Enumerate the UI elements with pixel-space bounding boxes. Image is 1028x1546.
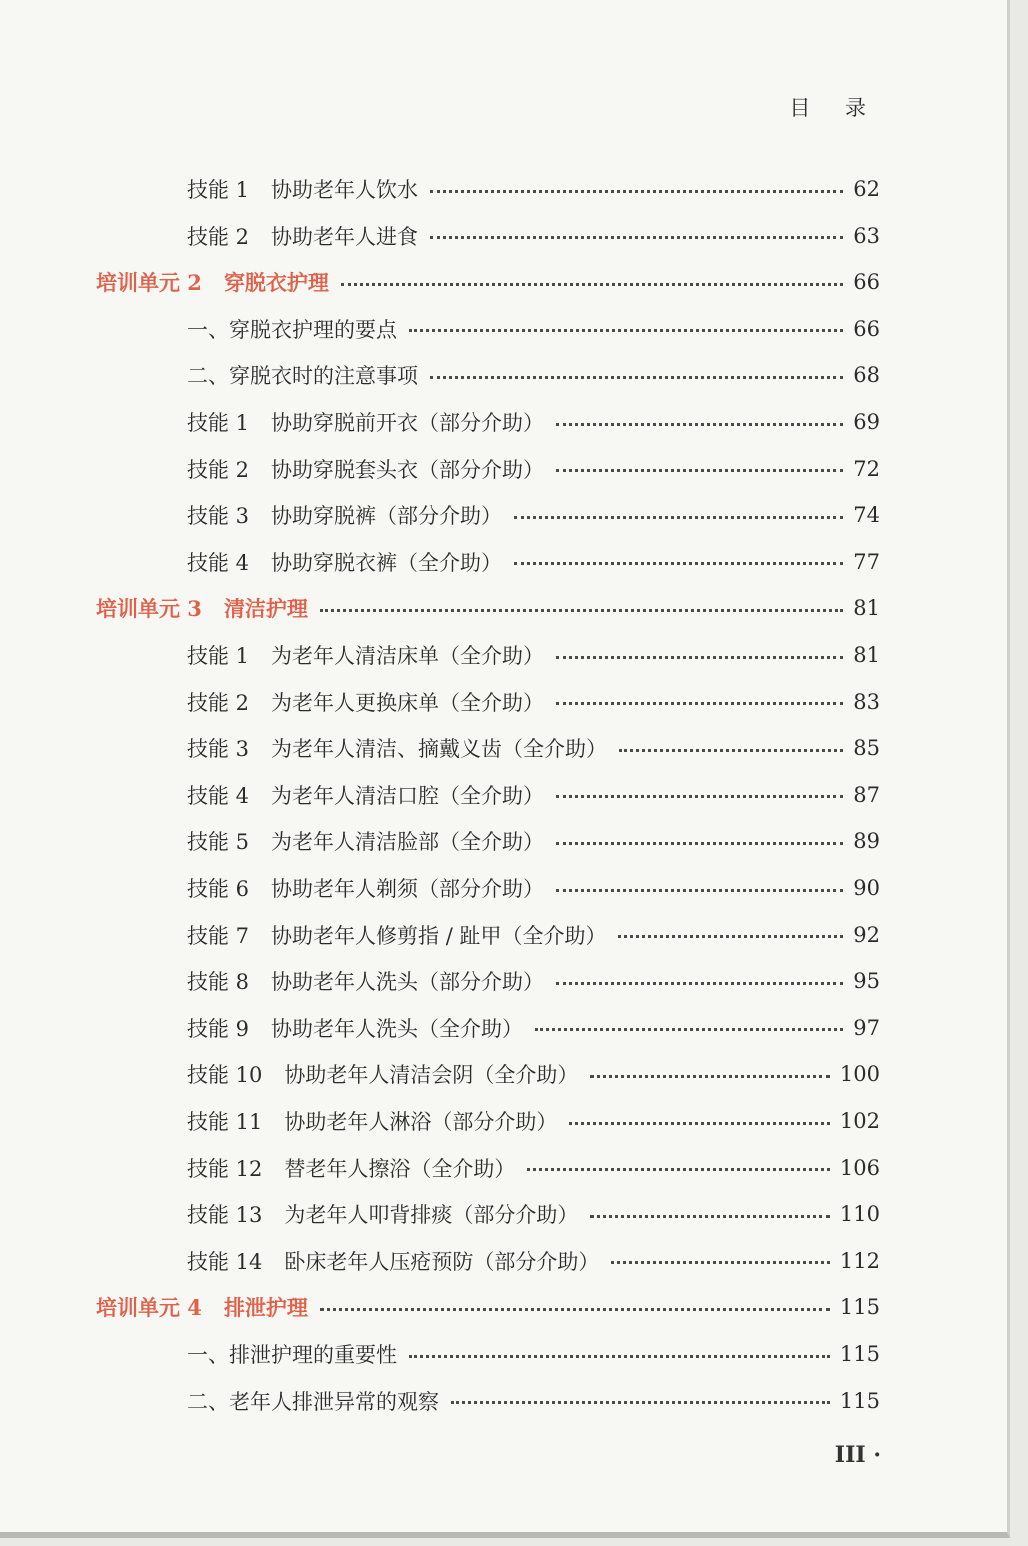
toc-entry-page: 72 — [853, 456, 880, 481]
dot-leader — [590, 1075, 830, 1078]
toc-entry-title: 协助老年人修剪指 / 趾甲（全介助） — [271, 923, 607, 948]
toc-entry-skill[interactable] — [0, 870, 1007, 906]
toc-entry-text — [187, 1059, 578, 1089]
dot-leader — [430, 190, 843, 193]
toc-entry-page: 63 — [853, 223, 880, 248]
dot-leader — [409, 1355, 830, 1358]
toc-entry-title: 协助老年人进食 — [271, 224, 419, 249]
toc-entry-title: 一、穿脱衣护理的要点 — [187, 317, 397, 342]
toc-entry-text — [187, 1013, 523, 1043]
toc-entry-skill[interactable] — [0, 684, 1007, 720]
dot-leader — [569, 1122, 830, 1125]
toc-entry-unit[interactable] — [0, 1289, 1007, 1325]
toc-entry-number: 培训单元 3 — [96, 596, 202, 622]
toc-entry-skill[interactable] — [0, 171, 1007, 207]
dot-leader — [430, 376, 843, 379]
toc-entry-number: 技能 5 — [187, 830, 250, 855]
toc-entry-title: 卧床老年人压疮预防（部分介助） — [284, 1249, 600, 1274]
toc-entry-title: 清洁护理 — [223, 596, 308, 622]
toc-entry-page: 74 — [853, 503, 880, 528]
dot-leader — [619, 749, 843, 752]
toc-entry-page: 100 — [839, 1062, 880, 1087]
dot-leader — [556, 982, 843, 985]
toc-entry-number: 技能 2 — [187, 224, 250, 249]
toc-entry-title: 协助老年人剃须（部分介助） — [271, 877, 545, 901]
dot-leader — [556, 423, 843, 426]
toc-entry-text — [187, 221, 418, 251]
toc-entry-page: 85 — [853, 736, 880, 761]
toc-entry-number: 技能 3 — [187, 737, 250, 762]
toc-entry-title: 协助穿脱衣裤（全介助） — [271, 550, 503, 575]
toc-entry-text — [187, 314, 397, 344]
toc-entry-number: 技能 8 — [187, 970, 250, 995]
toc-entry-title: 二、穿脱衣时的注意事项 — [187, 364, 418, 389]
toc-entry-title: 为老年人清洁脸部（全介助） — [271, 830, 545, 855]
toc-entry-page: 106 — [839, 1155, 880, 1180]
toc-entry-text — [187, 500, 502, 530]
toc-entry-skill[interactable] — [0, 1150, 1007, 1186]
dot-leader — [590, 1215, 830, 1218]
page-number: III · — [834, 1442, 881, 1468]
toc-entry-text — [187, 640, 544, 670]
toc-entry-skill[interactable] — [0, 823, 1007, 859]
toc-entry-text — [96, 267, 329, 297]
toc-entry-skill[interactable] — [0, 544, 1007, 580]
toc-entry-title: 为老年人清洁床单（全介助） — [271, 644, 545, 668]
toc-entry-page: 69 — [853, 410, 880, 434]
toc-entry-text — [187, 407, 544, 437]
toc-entry-page: 90 — [853, 876, 880, 900]
toc-entry-title: 替老年人擦浴（全介助） — [284, 1156, 516, 1181]
dot-leader — [611, 1261, 830, 1264]
toc-entry-page: 115 — [839, 1388, 880, 1413]
toc-entry-number: 培训单元 2 — [96, 270, 202, 296]
toc-entry-text — [187, 454, 544, 484]
toc-entry-number: 培训单元 4 — [96, 1295, 202, 1321]
dot-leader — [514, 516, 843, 519]
toc-entry-page: 89 — [853, 829, 880, 854]
toc-entry-title: 一、排泄护理的重要性 — [187, 1343, 397, 1367]
toc-entry-text — [187, 1246, 599, 1276]
toc-entry-skill[interactable] — [0, 1010, 1007, 1046]
toc-entry-skill[interactable] — [0, 1243, 1007, 1279]
toc-entry-text — [187, 873, 544, 903]
dot-leader — [451, 1401, 830, 1404]
toc-entry-text — [96, 593, 308, 623]
toc-entry-text — [187, 1199, 578, 1229]
toc-entry-page: 81 — [853, 643, 880, 667]
toc-entry-number: 技能 3 — [187, 504, 250, 529]
toc-entry-text — [96, 1292, 308, 1322]
toc-entry-skill[interactable] — [0, 777, 1007, 813]
toc-entry-title: 为老年人清洁口腔（全介助） — [271, 783, 545, 808]
toc-entry-text — [187, 360, 418, 390]
dot-leader — [556, 795, 843, 798]
toc-entry-section[interactable] — [0, 311, 1007, 347]
dot-leader — [320, 609, 843, 612]
toc-entry-skill[interactable] — [0, 404, 1007, 440]
toc-entry-page: 95 — [853, 969, 880, 994]
toc-entry-title: 为老年人更换床单（全介助） — [271, 690, 545, 715]
toc-entry-title: 穿脱衣护理 — [223, 270, 329, 296]
toc-entry-number: 技能 12 — [187, 1156, 263, 1181]
toc-entry-page: 112 — [839, 1248, 880, 1273]
toc-entry-title: 协助穿脱前开衣（部分介助） — [271, 411, 545, 435]
dot-leader — [341, 283, 843, 286]
toc-entry-text — [187, 966, 544, 996]
toc-entry-title: 协助老年人饮水 — [271, 178, 419, 202]
toc-entry-title: 协助老年人清洁会阴（全介助） — [284, 1063, 579, 1088]
toc-entry-page: 110 — [839, 1202, 880, 1227]
toc-entry-skill[interactable] — [0, 218, 1007, 254]
toc-entry-skill[interactable] — [0, 1196, 1007, 1232]
toc-entry-skill[interactable] — [0, 497, 1007, 533]
toc-entry-section[interactable] — [0, 1336, 1007, 1372]
toc-entry-number: 技能 2 — [187, 457, 250, 482]
toc-entry-skill[interactable] — [0, 451, 1007, 487]
toc-entry-skill[interactable] — [0, 637, 1007, 673]
toc-entry-text — [187, 920, 606, 950]
toc-entry-title: 协助穿脱套头衣（部分介助） — [271, 457, 545, 482]
dot-leader — [556, 889, 843, 892]
toc-entry-page: 115 — [839, 1295, 880, 1320]
dot-leader — [320, 1308, 830, 1311]
toc-entry-number: 技能 11 — [187, 1110, 263, 1134]
toc-entry-page: 97 — [853, 1015, 880, 1040]
toc-entry-skill[interactable] — [0, 963, 1007, 999]
toc-entry-text — [187, 174, 418, 204]
toc-entry-skill[interactable] — [0, 1103, 1007, 1139]
toc-entry-text — [187, 826, 544, 856]
toc-entry-page: 87 — [853, 782, 880, 807]
toc-entry-number: 技能 1 — [187, 178, 250, 202]
dot-leader — [556, 842, 843, 845]
toc-entry-text — [187, 1106, 557, 1136]
toc-entry-skill[interactable] — [0, 730, 1007, 766]
toc-entry-number: 技能 1 — [187, 644, 250, 668]
toc-entry-number: 技能 6 — [187, 877, 250, 901]
toc-entry-skill[interactable] — [0, 1056, 1007, 1092]
toc-entry-unit[interactable] — [0, 264, 1007, 300]
toc-entry-section[interactable] — [0, 357, 1007, 393]
toc-entry-text — [187, 687, 544, 717]
dot-leader — [514, 562, 843, 565]
toc-entry-text — [187, 733, 607, 763]
toc-entry-page: 115 — [839, 1342, 880, 1366]
toc-entry-skill[interactable] — [0, 917, 1007, 953]
toc-entry-page: 68 — [853, 363, 880, 388]
dot-leader — [556, 656, 843, 659]
dot-leader — [430, 236, 843, 239]
dot-leader — [409, 329, 843, 332]
toc-entry-text — [187, 547, 502, 577]
toc-entry-number: 技能 7 — [187, 923, 250, 948]
dot-leader — [527, 1168, 830, 1171]
toc-entry-number: 技能 13 — [187, 1203, 263, 1228]
toc-entry-number: 技能 4 — [187, 550, 250, 575]
toc-entry-title: 为老年人清洁、摘戴义齿（全介助） — [271, 737, 608, 762]
toc-entry-title: 二、老年人排泄异常的观察 — [187, 1389, 439, 1414]
toc-entry-text — [187, 1339, 397, 1369]
toc-entry-section[interactable] — [0, 1383, 1007, 1419]
toc-entry-number: 技能 1 — [187, 411, 250, 435]
toc-entry-number: 技能 10 — [187, 1063, 263, 1088]
dot-leader — [556, 469, 843, 472]
toc-entry-title: 协助老年人淋浴（部分介助） — [284, 1110, 558, 1134]
toc-entry-number: 技能 2 — [187, 690, 250, 715]
toc-entry-page: 92 — [853, 922, 880, 947]
toc-entry-title: 协助穿脱裤（部分介助） — [271, 504, 503, 529]
toc-entry-page: 81 — [853, 596, 880, 621]
toc-entry-number: 技能 9 — [187, 1016, 250, 1041]
toc-entry-page: 102 — [839, 1109, 880, 1133]
toc-entry-text — [187, 1386, 439, 1416]
toc-entry-page: 66 — [853, 270, 880, 295]
toc-entry-page: 77 — [853, 549, 880, 574]
toc-entry-title: 为老年人叩背排痰（部分介助） — [284, 1203, 579, 1228]
toc-entry-text — [187, 780, 544, 810]
dot-leader — [556, 702, 843, 705]
dot-leader — [618, 935, 843, 938]
toc-entry-number: 技能 4 — [187, 783, 250, 808]
toc-entry-page: 66 — [853, 316, 880, 341]
toc-entry-page: 62 — [853, 177, 880, 201]
toc-entry-title: 协助老年人洗头（部分介助） — [271, 970, 545, 995]
toc-entry-text — [187, 1153, 515, 1183]
toc-entry-title: 排泄护理 — [223, 1295, 308, 1321]
toc-entry-number: 技能 14 — [187, 1249, 263, 1274]
dot-leader — [535, 1028, 843, 1031]
running-head: 目 录 — [789, 96, 880, 120]
toc-entry-title: 协助老年人洗头（全介助） — [271, 1016, 524, 1041]
toc-entry-page: 83 — [853, 689, 880, 714]
toc-entry-unit[interactable] — [0, 590, 1007, 626]
